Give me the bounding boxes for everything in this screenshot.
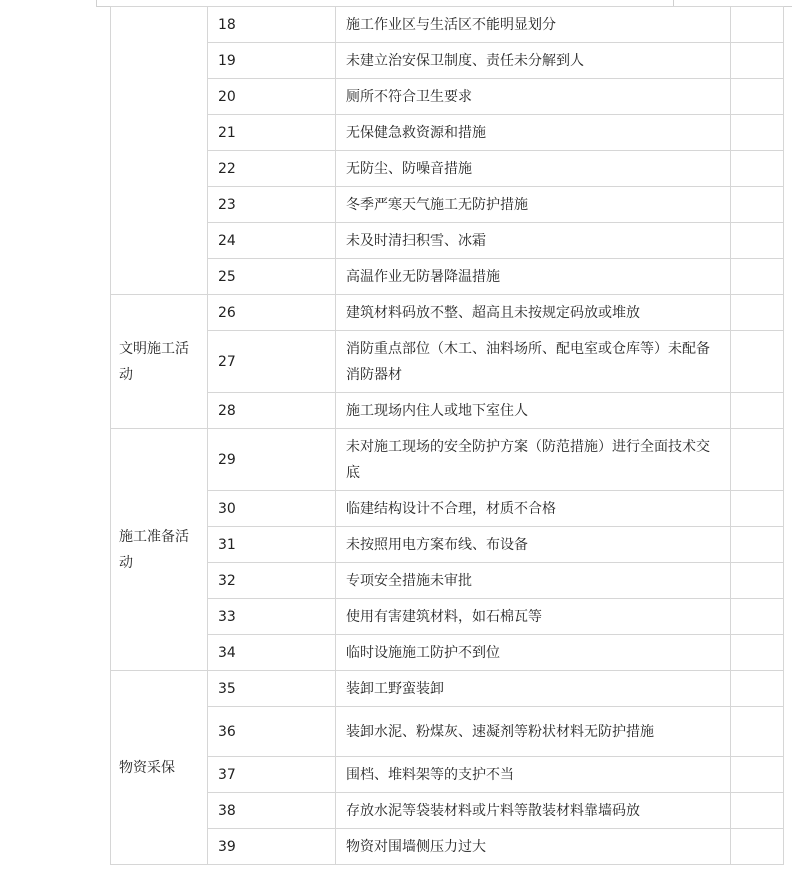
table-row	[111, 187, 784, 223]
row-description: 未建立治安保卫制度、责任未分解到人	[336, 43, 731, 79]
empty-cell	[731, 527, 784, 563]
row-number: 33	[208, 599, 336, 635]
table-row	[111, 331, 784, 393]
empty-cell	[731, 491, 784, 527]
table-row	[111, 115, 784, 151]
category-cell	[111, 7, 208, 295]
empty-cell	[731, 671, 784, 707]
empty-cell	[731, 79, 784, 115]
row-number: 34	[208, 635, 336, 671]
row-number: 21	[208, 115, 336, 151]
category-cell: 文明施工活动	[111, 295, 208, 429]
empty-cell	[731, 829, 784, 865]
row-description: 物资对围墙侧压力过大	[336, 829, 731, 865]
empty-cell	[731, 115, 784, 151]
row-number: 23	[208, 187, 336, 223]
row-description: 使用有害建筑材料，如石棉瓦等	[336, 599, 731, 635]
table-row	[111, 223, 784, 259]
empty-cell	[731, 331, 784, 393]
row-number: 36	[208, 707, 336, 757]
row-description: 无防尘、防噪音措施	[336, 151, 731, 187]
table-row	[111, 491, 784, 527]
category-cell: 物资采保	[111, 671, 208, 865]
row-description: 未及时清扫积雪、冰霜	[336, 223, 731, 259]
empty-cell	[731, 599, 784, 635]
row-description: 围档、堆料架等的支护不当	[336, 757, 731, 793]
empty-cell	[731, 295, 784, 331]
row-number: 20	[208, 79, 336, 115]
row-description: 冬季严寒天气施工无防护措施	[336, 187, 731, 223]
table-row	[111, 43, 784, 79]
row-description: 临建结构设计不合理，材质不合格	[336, 491, 731, 527]
row-number: 39	[208, 829, 336, 865]
top-border-tick	[96, 0, 97, 6]
table-row	[111, 635, 784, 671]
empty-cell	[731, 259, 784, 295]
row-description: 高温作业无防暑降温措施	[336, 259, 731, 295]
empty-cell	[731, 187, 784, 223]
table-row	[111, 829, 784, 865]
row-description: 厕所不符合卫生要求	[336, 79, 731, 115]
row-number: 19	[208, 43, 336, 79]
empty-cell	[731, 223, 784, 259]
table-row	[111, 79, 784, 115]
row-number: 26	[208, 295, 336, 331]
row-number: 24	[208, 223, 336, 259]
row-description: 专项安全措施未审批	[336, 563, 731, 599]
empty-cell	[731, 429, 784, 491]
row-description: 施工作业区与生活区不能明显划分	[336, 7, 731, 43]
row-number: 37	[208, 757, 336, 793]
row-description: 临时设施施工防护不到位	[336, 635, 731, 671]
table-row	[111, 7, 784, 43]
table-row	[111, 393, 784, 429]
table-row	[111, 671, 784, 707]
row-number: 38	[208, 793, 336, 829]
row-description: 建筑材料码放不整、超高且未按规定码放或堆放	[336, 295, 731, 331]
table-row	[111, 757, 784, 793]
row-number: 28	[208, 393, 336, 429]
row-number: 32	[208, 563, 336, 599]
row-description: 无保健急救资源和措施	[336, 115, 731, 151]
row-description: 存放水泥等袋装材料或片料等散装材料靠墙码放	[336, 793, 731, 829]
table-row	[111, 563, 784, 599]
table-row	[111, 295, 784, 331]
empty-cell	[731, 151, 784, 187]
row-number: 29	[208, 429, 336, 491]
row-number: 31	[208, 527, 336, 563]
row-number: 27	[208, 331, 336, 393]
row-description: 消防重点部位（木工、油料场所、配电室或仓库等）未配备消防器材	[336, 331, 731, 393]
empty-cell	[731, 563, 784, 599]
row-description: 施工现场内住人或地下室住人	[336, 393, 731, 429]
empty-cell	[731, 793, 784, 829]
row-number: 22	[208, 151, 336, 187]
table-row	[111, 429, 784, 491]
empty-cell	[731, 757, 784, 793]
row-number: 35	[208, 671, 336, 707]
row-number: 30	[208, 491, 336, 527]
table-row	[111, 527, 784, 563]
table-row	[111, 259, 784, 295]
row-number: 25	[208, 259, 336, 295]
row-number: 18	[208, 7, 336, 43]
row-description: 未对施工现场的安全防护方案（防范措施）进行全面技术交底	[336, 429, 731, 491]
category-cell: 施工准备活动	[111, 429, 208, 671]
empty-cell	[731, 43, 784, 79]
table-row	[111, 599, 784, 635]
table-row	[111, 151, 784, 187]
row-description: 装卸水泥、粉煤灰、速凝剂等粉状材料无防护措施	[336, 707, 731, 757]
empty-cell	[731, 707, 784, 757]
empty-cell	[731, 393, 784, 429]
row-description: 装卸工野蛮装卸	[336, 671, 731, 707]
hazard-table	[110, 6, 784, 865]
empty-cell	[731, 635, 784, 671]
empty-cell	[731, 7, 784, 43]
table-row	[111, 707, 784, 757]
row-description: 未按照用电方案布线、布设备	[336, 527, 731, 563]
table-row	[111, 793, 784, 829]
